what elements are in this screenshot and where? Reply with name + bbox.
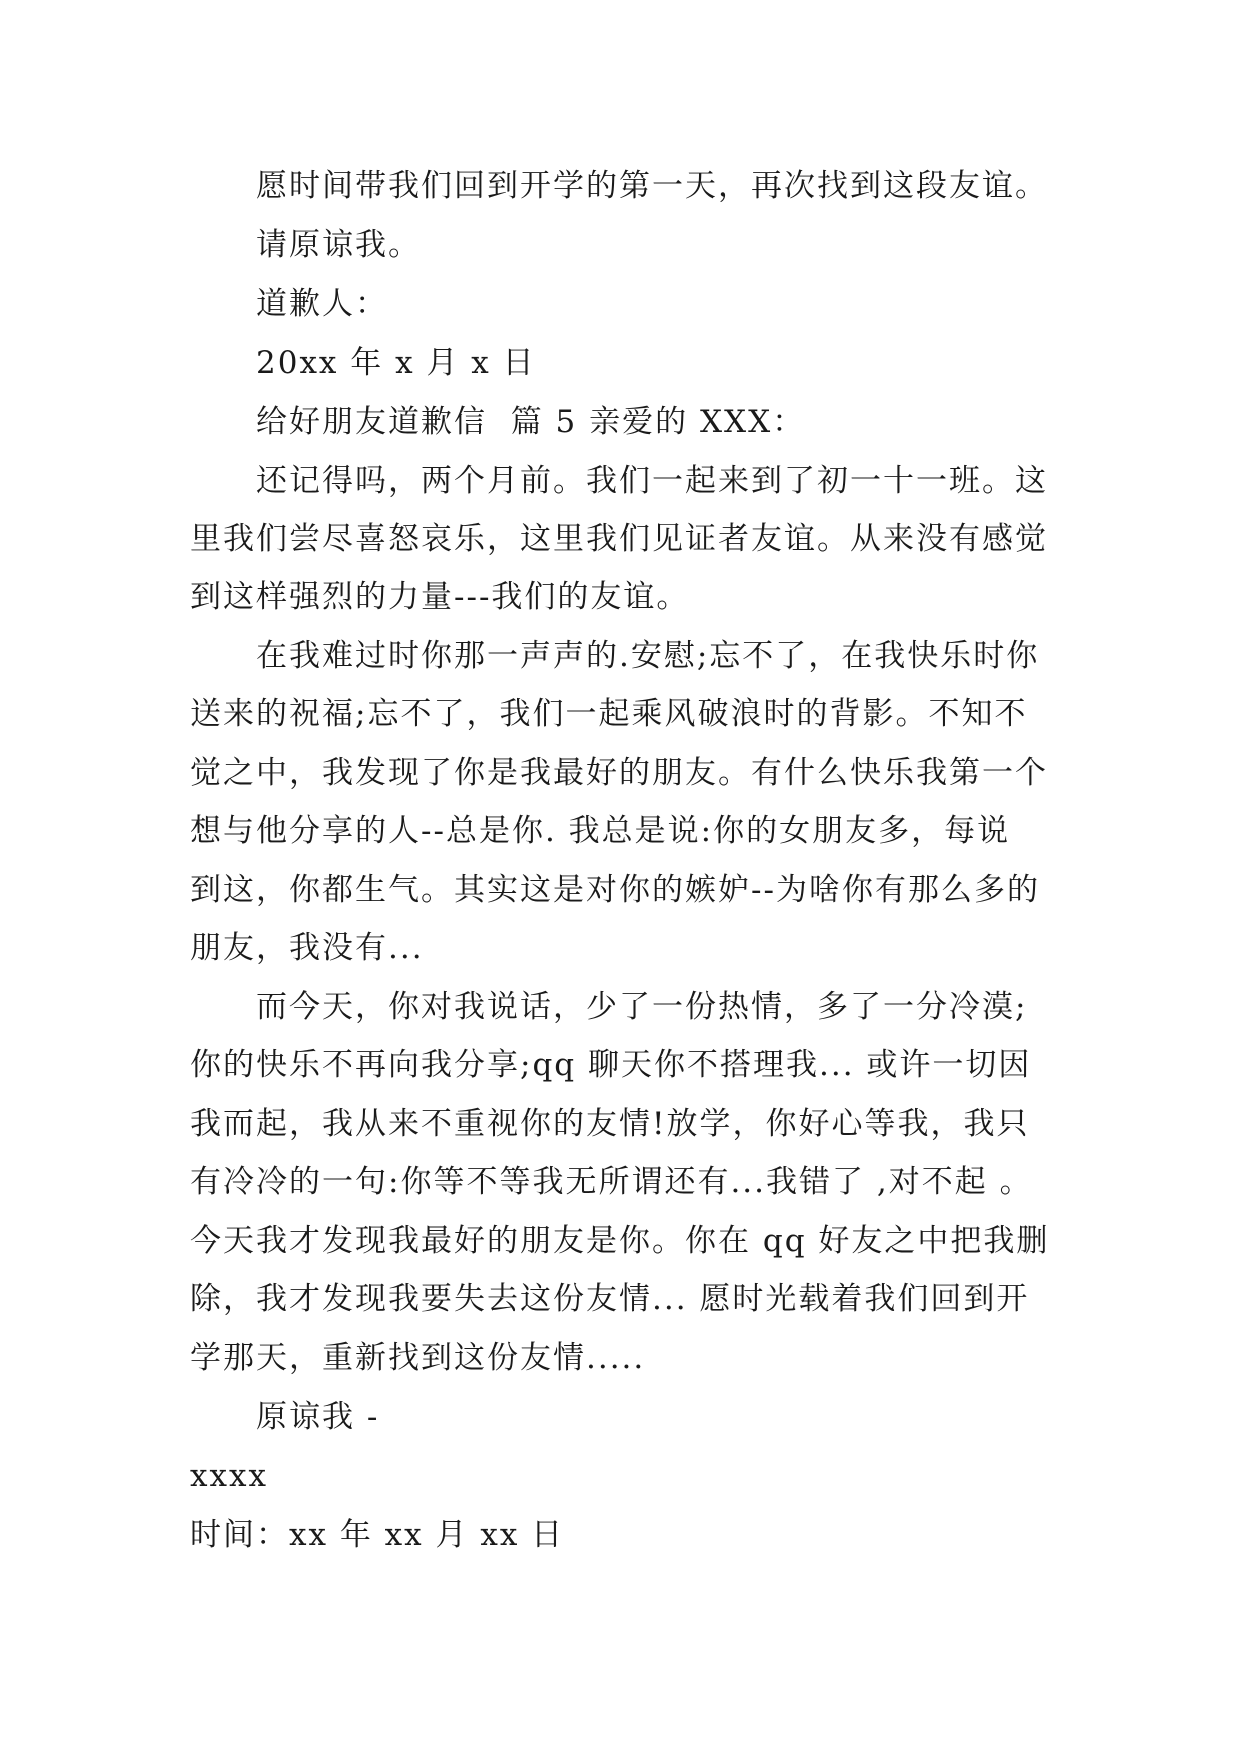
text-line: 到这，你都生气。其实这是对你的嫉妒--为啥你有那么多的 [190, 872, 1040, 908]
date-line: 20xx 年 x 月 x 日 [256, 345, 536, 381]
text-line: 请原谅我。 [256, 227, 421, 263]
text-line: 今天我才发现我最好的朋友是你。你在 qq 好友之中把我删 [190, 1223, 1050, 1259]
text-line: 送来的祝福;忘不了，我们一起乘风破浪时的背影。不知不 [190, 696, 1028, 732]
date-line: 时间：xx 年 xx 月 xx 日 [190, 1517, 565, 1553]
text-line: 还记得吗，两个月前。我们一起来到了初一十一班。这 [256, 463, 1048, 499]
text-line: 朋友，我没有... [190, 930, 424, 966]
closing-line: 原谅我 - [256, 1399, 380, 1435]
text-line: 愿时间带我们回到开学的第一天，再次找到这段友谊。 [256, 168, 1048, 204]
text-line: 到这样强烈的力量---我们的友谊。 [190, 579, 690, 615]
text-line: 在我难过时你那一声声的.安慰;忘不了，在我快乐时你 [256, 638, 1040, 674]
text-line: 里我们尝尽喜怒哀乐，这里我们见证者友谊。从来没有感觉 [190, 521, 1048, 557]
letter-heading: 给好朋友道歉信 篇 5 亲爱的 XXX： [256, 404, 806, 440]
text-line: 道歉人： [256, 286, 388, 322]
text-line: 觉之中，我发现了你是我最好的朋友。有什么快乐我第一个 [190, 755, 1048, 791]
text-line: 你的快乐不再向我分享;qq 聊天你不搭理我... 或许一切因 [190, 1047, 1032, 1083]
text-line: 想与他分享的人--总是你. 我总是说:你的女朋友多，每说 [190, 813, 1011, 849]
text-line: 除，我才发现我要失去这份友情... 愿时光载着我们回到开 [190, 1281, 1030, 1317]
text-line: 有冷冷的一句:你等不等我无所谓还有...我错了 ,对不起 。 [190, 1164, 1033, 1200]
text-line: 我而起，我从来不重视你的友情!放学，你好心等我，我只 [190, 1106, 1030, 1142]
text-line: 学那天，重新找到这份友情..... [190, 1340, 646, 1376]
signature-line: xxxx [190, 1458, 268, 1494]
text-line: 而今天，你对我说话，少了一份热情，多了一分冷漠; [256, 989, 1028, 1025]
